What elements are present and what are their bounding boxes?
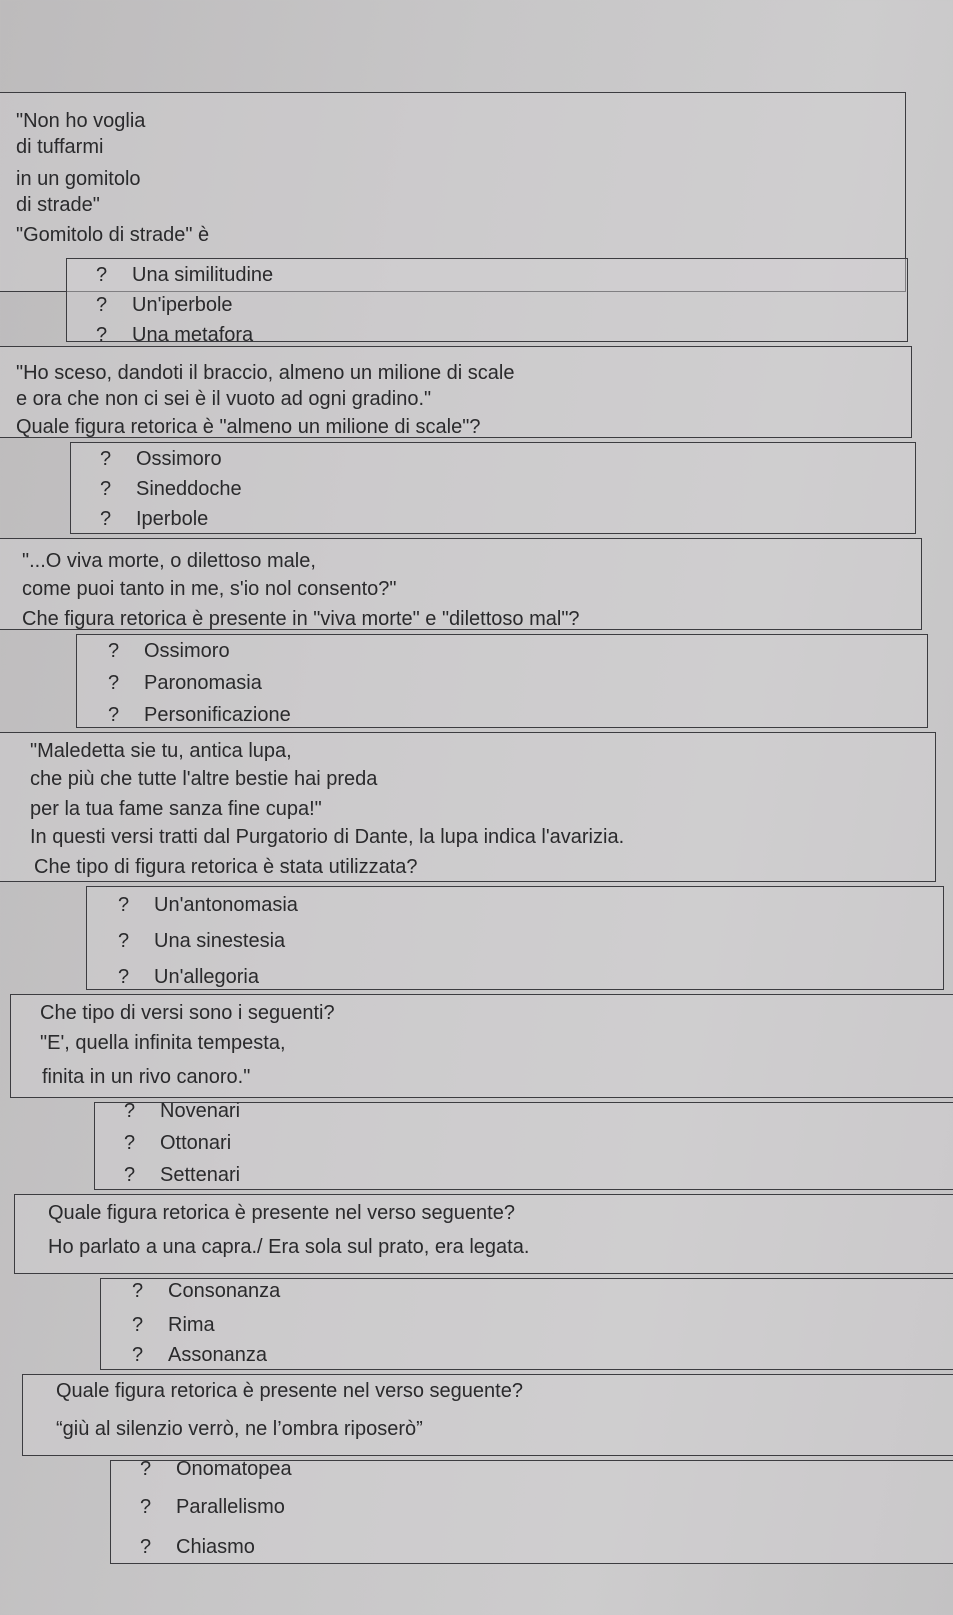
question-text-line: In questi versi tratti dal Purgatorio di Dante, la lupa indica l'avarizia. (30, 826, 625, 848)
question-text-line: Quale figura retorica è "almeno un milione di scale"? (16, 416, 481, 438)
answer-option[interactable]: ? Una sinestesia (118, 930, 286, 952)
answer-option[interactable]: ? Un'antonomasia (118, 894, 298, 916)
question-text-line: finita in un rivo canoro." (42, 1066, 251, 1088)
question-text-line: "Maledetta sie tu, antica lupa, (30, 740, 292, 762)
question-mark-icon: ? (118, 894, 130, 916)
question-mark-icon: ? (140, 1458, 152, 1480)
question-text-line: di tuffarmi (16, 136, 104, 158)
question-mark-icon: ? (132, 1314, 144, 1336)
answer-option[interactable]: ? Onomatopea (140, 1458, 292, 1480)
answer-option[interactable]: ? Ossimoro (100, 448, 222, 470)
question-text-line: "Ho sceso, dandoti il braccio, almeno un milione di scale (16, 362, 515, 384)
question-text-line: Quale figura retorica è presente nel verso seguente? (48, 1202, 515, 1224)
answer-option[interactable]: ? Un'allegoria (118, 966, 259, 988)
question-text-line: che più che tutte l'altre bestie hai preda (30, 768, 378, 790)
question-mark-icon: ? (124, 1132, 136, 1154)
answer-option[interactable]: ? Chiasmo (140, 1536, 255, 1558)
answer-option[interactable]: ? Ossimoro (108, 640, 230, 662)
answer-option[interactable]: ? Iperbole (100, 508, 209, 530)
answer-option[interactable]: ? Assonanza (132, 1344, 267, 1366)
question-mark-icon: ? (100, 478, 112, 500)
question-mark-icon: ? (96, 324, 108, 346)
question-text-line: "...O viva morte, o dilettoso male, (22, 550, 316, 572)
answer-option[interactable]: ? Parallelismo (140, 1496, 285, 1518)
question-mark-icon: ? (108, 672, 120, 694)
question-text-line: Ho parlato a una capra./ Era sola sul prato, era legata. (48, 1236, 530, 1258)
question-mark-icon: ? (140, 1496, 152, 1518)
question-text-line: Che figura retorica è presente in "viva morte" e "dilettoso mal"? (22, 608, 580, 630)
answer-option[interactable]: ? Paronomasia (108, 672, 262, 694)
question-text-line: "E', quella infinita tempesta, (40, 1032, 286, 1054)
question-mark-icon: ? (100, 508, 112, 530)
question-text-line: Che tipo di figura retorica è stata utilizzata? (34, 856, 418, 878)
question-mark-icon: ? (132, 1280, 144, 1302)
question-mark-icon: ? (140, 1536, 152, 1558)
question-mark-icon: ? (100, 448, 112, 470)
question-mark-icon: ? (124, 1100, 136, 1122)
question-mark-icon: ? (118, 966, 130, 988)
answer-option[interactable]: ? Ottonari (124, 1132, 232, 1154)
question-text-line: Che tipo di versi sono i seguenti? (40, 1002, 335, 1024)
question-text-line: Quale figura retorica è presente nel verso seguente? (56, 1380, 523, 1402)
question-text-line: di strade" (16, 194, 100, 216)
question-mark-icon: ? (124, 1164, 136, 1186)
answer-option[interactable]: ? Una similitudine (96, 264, 274, 286)
answer-option[interactable]: ? Personificazione (108, 704, 291, 726)
question-mark-icon: ? (118, 930, 130, 952)
answer-option[interactable]: ? Sineddoche (100, 478, 242, 500)
answer-option[interactable]: ? Rima (132, 1314, 215, 1336)
question-text-line: come puoi tanto in me, s'io nol consento?" (22, 578, 397, 600)
question-text-line: “giù al silenzio verrò, ne l’ombra riposerò” (56, 1418, 423, 1440)
question-mark-icon: ? (96, 294, 108, 316)
question-mark-icon: ? (108, 640, 120, 662)
question-text-line: "Gomitolo di strade" è (16, 224, 210, 246)
question-mark-icon: ? (132, 1344, 144, 1366)
answer-option[interactable]: ? Settenari (124, 1164, 241, 1186)
answer-option[interactable]: ? Un'iperbole (96, 294, 233, 316)
answer-option[interactable]: ? Novenari (124, 1100, 241, 1122)
question-text-line: in un gomitolo (16, 168, 141, 190)
question-text-line: "Non ho voglia (16, 110, 146, 132)
question-text-line: per la tua fame sanza fine cupa!" (30, 798, 322, 820)
question-mark-icon: ? (96, 264, 108, 286)
answer-option[interactable]: ? Consonanza (132, 1280, 281, 1302)
question-text-line: e ora che non ci sei è il vuoto ad ogni gradino." (16, 388, 432, 410)
question-mark-icon: ? (108, 704, 120, 726)
answer-option[interactable]: ? Una metafora (96, 324, 254, 346)
